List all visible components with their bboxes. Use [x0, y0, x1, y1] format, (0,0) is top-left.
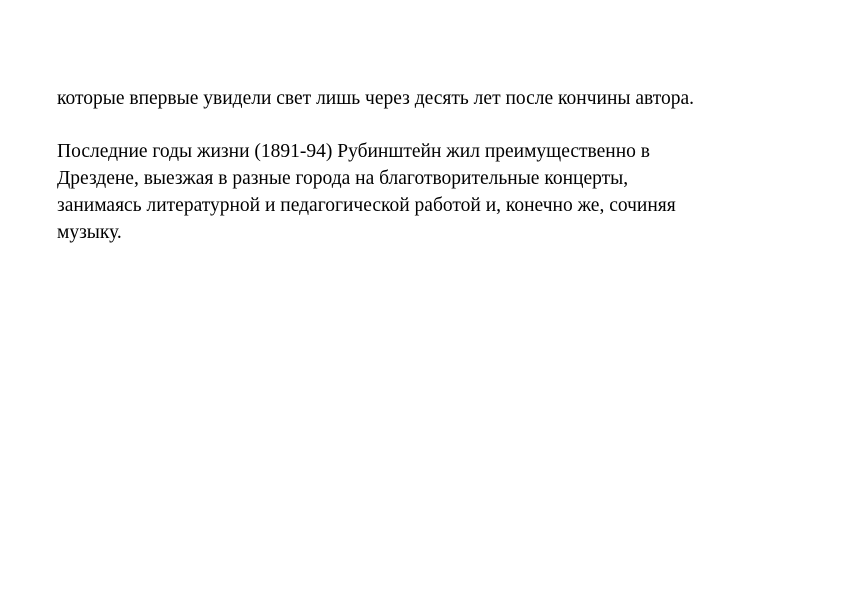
text-line: Последние годы жизни (1891-94) Рубинштейн жил преимущественно в	[57, 141, 650, 162]
paragraph-1	[57, 85, 797, 112]
text-line: музыку.	[57, 222, 122, 243]
text-line: которые впервые увидели свет лишь через десять лет после кончины автора.	[57, 88, 695, 109]
paragraph-2	[57, 138, 797, 246]
text-line: Дрездене, выезжая в разные города на благотворительные концерты,	[57, 168, 629, 189]
text-line: занимаясь литературной и педагогической работой и, конечно же, сочиняя	[57, 195, 676, 216]
